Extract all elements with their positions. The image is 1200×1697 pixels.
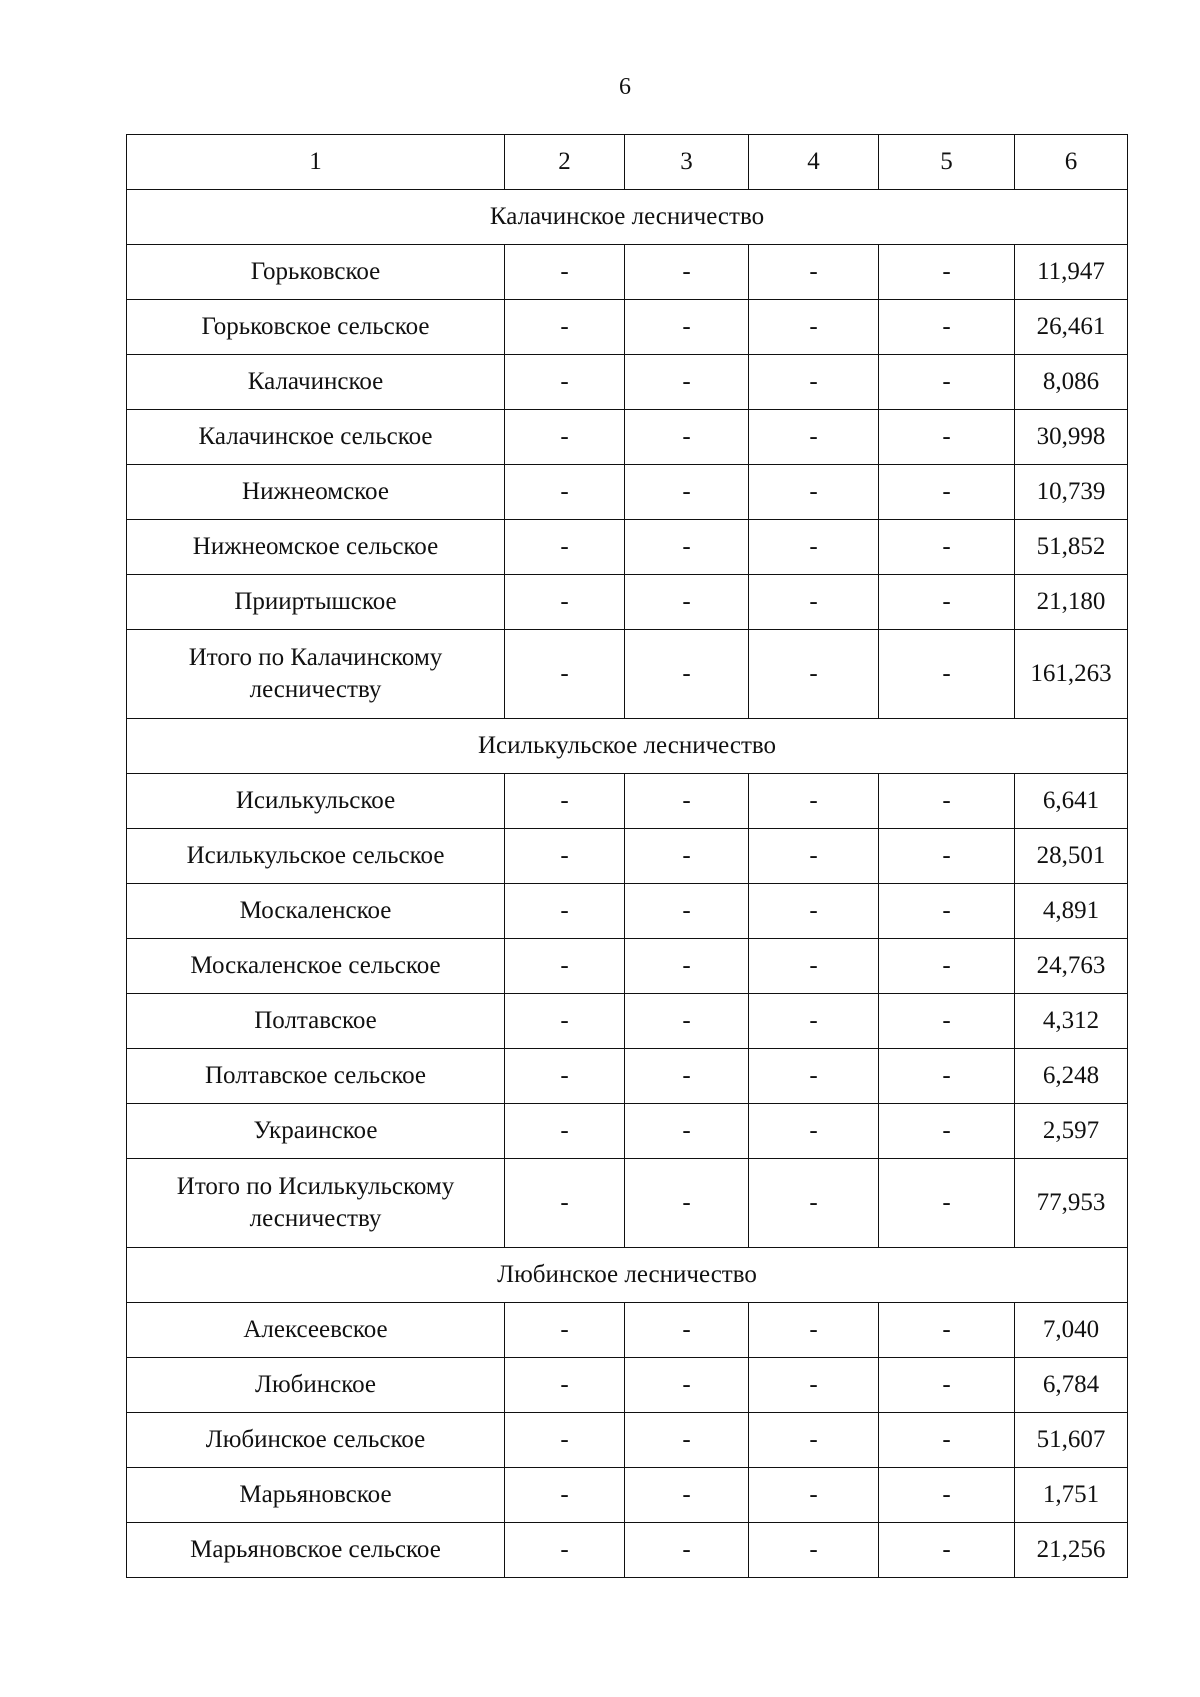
column-2-cell: -	[505, 829, 625, 884]
table-row	[127, 410, 1128, 465]
column-5-cell: -	[879, 520, 1015, 575]
column-5-cell: -	[879, 1104, 1015, 1159]
table-row	[127, 1413, 1128, 1468]
column-3-cell: -	[625, 1358, 749, 1413]
column-2-cell: -	[505, 994, 625, 1049]
table-row	[127, 575, 1128, 630]
total-row	[127, 630, 1128, 719]
column-4-cell: -	[749, 520, 879, 575]
column-5-cell: -	[879, 465, 1015, 520]
table-row	[127, 774, 1128, 829]
column-5-cell: -	[879, 300, 1015, 355]
column-6-cell: 11,947	[1015, 245, 1128, 300]
column-4-cell: -	[749, 829, 879, 884]
column-6-cell: 21,180	[1015, 575, 1128, 630]
column-6-cell: 1,751	[1015, 1468, 1128, 1523]
column-4-cell: -	[749, 1303, 879, 1358]
column-4-cell: -	[749, 355, 879, 410]
table-row	[127, 1049, 1128, 1104]
row-name-cell: Прииртышское	[127, 575, 505, 630]
column-header-3: 3	[625, 135, 749, 190]
row-name-cell: Марьяновское сельское	[127, 1523, 505, 1578]
column-5-cell: -	[879, 829, 1015, 884]
column-2-cell: -	[505, 410, 625, 465]
table-row	[127, 1358, 1128, 1413]
column-6-cell: 51,852	[1015, 520, 1128, 575]
column-2-cell: -	[505, 1413, 625, 1468]
column-6-cell: 4,312	[1015, 994, 1128, 1049]
column-3-cell: -	[625, 774, 749, 829]
column-2-cell: -	[505, 575, 625, 630]
row-name-cell: Итого по Калачинскому лесничеству	[127, 630, 505, 719]
table-row	[127, 884, 1128, 939]
column-3-cell: -	[625, 1104, 749, 1159]
column-2-cell: -	[505, 245, 625, 300]
column-5-cell: -	[879, 1159, 1015, 1248]
column-3-cell: -	[625, 520, 749, 575]
row-name-cell: Украинское	[127, 1104, 505, 1159]
row-name-cell: Марьяновское	[127, 1468, 505, 1523]
column-6-cell: 26,461	[1015, 300, 1128, 355]
column-2-cell: -	[505, 465, 625, 520]
column-5-cell: -	[879, 939, 1015, 994]
column-2-cell: -	[505, 1358, 625, 1413]
row-name-cell: Горьковское	[127, 245, 505, 300]
row-name-cell: Москаленское сельское	[127, 939, 505, 994]
column-5-cell: -	[879, 410, 1015, 465]
column-4-cell: -	[749, 1523, 879, 1578]
forestry-table	[126, 134, 1128, 1578]
column-3-cell: -	[625, 410, 749, 465]
column-2-cell: -	[505, 1159, 625, 1248]
row-name-cell: Исилькульское сельское	[127, 829, 505, 884]
column-5-cell: -	[879, 575, 1015, 630]
column-3-cell: -	[625, 300, 749, 355]
column-4-cell: -	[749, 300, 879, 355]
column-5-cell: -	[879, 1468, 1015, 1523]
column-3-cell: -	[625, 630, 749, 719]
column-5-cell: -	[879, 1049, 1015, 1104]
row-name-cell: Нижнеомское сельское	[127, 520, 505, 575]
column-5-cell: -	[879, 245, 1015, 300]
table-row	[127, 520, 1128, 575]
table-row	[127, 1523, 1128, 1578]
total-row	[127, 1159, 1128, 1248]
row-name-cell: Москаленское	[127, 884, 505, 939]
column-6-cell: 2,597	[1015, 1104, 1128, 1159]
column-6-cell: 4,891	[1015, 884, 1128, 939]
section-header-row	[127, 719, 1128, 774]
column-5-cell: -	[879, 630, 1015, 719]
column-3-cell: -	[625, 1303, 749, 1358]
column-4-cell: -	[749, 245, 879, 300]
row-name-cell: Любинское сельское	[127, 1413, 505, 1468]
column-6-cell: 77,953	[1015, 1159, 1128, 1248]
column-5-cell: -	[879, 774, 1015, 829]
column-3-cell: -	[625, 1049, 749, 1104]
table-row	[127, 994, 1128, 1049]
column-4-cell: -	[749, 884, 879, 939]
column-3-cell: -	[625, 355, 749, 410]
column-5-cell: -	[879, 1413, 1015, 1468]
column-3-cell: -	[625, 1523, 749, 1578]
section-header-row	[127, 1248, 1128, 1303]
table-row	[127, 300, 1128, 355]
page-number: 6	[619, 74, 631, 100]
column-2-cell: -	[505, 1049, 625, 1104]
column-4-cell: -	[749, 1468, 879, 1523]
column-5-cell: -	[879, 994, 1015, 1049]
section-title: Калачинское лесничество	[127, 190, 1128, 245]
column-4-cell: -	[749, 1049, 879, 1104]
column-3-cell: -	[625, 1159, 749, 1248]
column-3-cell: -	[625, 245, 749, 300]
column-2-cell: -	[505, 1468, 625, 1523]
table-row	[127, 1303, 1128, 1358]
column-6-cell: 10,739	[1015, 465, 1128, 520]
table-row	[127, 1468, 1128, 1523]
column-2-cell: -	[505, 630, 625, 719]
table-row	[127, 355, 1128, 410]
section-header-row	[127, 190, 1128, 245]
row-name-cell: Полтавское	[127, 994, 505, 1049]
column-4-cell: -	[749, 410, 879, 465]
column-4-cell: -	[749, 1104, 879, 1159]
table-header-row	[127, 135, 1128, 190]
table-row	[127, 1104, 1128, 1159]
column-6-cell: 6,641	[1015, 774, 1128, 829]
row-name-cell: Нижнеомское	[127, 465, 505, 520]
column-4-cell: -	[749, 774, 879, 829]
row-name-cell: Алексеевское	[127, 1303, 505, 1358]
column-4-cell: -	[749, 1358, 879, 1413]
column-6-cell: 24,763	[1015, 939, 1128, 994]
column-5-cell: -	[879, 1523, 1015, 1578]
column-2-cell: -	[505, 774, 625, 829]
column-4-cell: -	[749, 630, 879, 719]
table-row	[127, 245, 1128, 300]
column-2-cell: -	[505, 300, 625, 355]
column-6-cell: 6,784	[1015, 1358, 1128, 1413]
column-header-6: 6	[1015, 135, 1128, 190]
table-row	[127, 939, 1128, 994]
column-header-5: 5	[879, 135, 1015, 190]
column-2-cell: -	[505, 939, 625, 994]
row-name-cell: Итого по Исилькульскому лесничеству	[127, 1159, 505, 1248]
row-name-cell: Полтавское сельское	[127, 1049, 505, 1104]
row-name-cell: Калачинское сельское	[127, 410, 505, 465]
column-4-cell: -	[749, 465, 879, 520]
column-6-cell: 21,256	[1015, 1523, 1128, 1578]
column-header-1: 1	[127, 135, 505, 190]
column-4-cell: -	[749, 1413, 879, 1468]
section-title: Исилькульское лесничество	[127, 719, 1128, 774]
column-3-cell: -	[625, 939, 749, 994]
column-2-cell: -	[505, 355, 625, 410]
column-6-cell: 51,607	[1015, 1413, 1128, 1468]
column-2-cell: -	[505, 520, 625, 575]
column-4-cell: -	[749, 1159, 879, 1248]
section-title: Любинское лесничество	[127, 1248, 1128, 1303]
column-header-4: 4	[749, 135, 879, 190]
table-row	[127, 829, 1128, 884]
column-2-cell: -	[505, 1303, 625, 1358]
row-name-cell: Исилькульское	[127, 774, 505, 829]
column-5-cell: -	[879, 1358, 1015, 1413]
column-3-cell: -	[625, 465, 749, 520]
table-row	[127, 465, 1128, 520]
column-5-cell: -	[879, 884, 1015, 939]
column-4-cell: -	[749, 994, 879, 1049]
column-4-cell: -	[749, 939, 879, 994]
column-header-2: 2	[505, 135, 625, 190]
row-name-cell: Горьковское сельское	[127, 300, 505, 355]
row-name-cell: Калачинское	[127, 355, 505, 410]
column-6-cell: 6,248	[1015, 1049, 1128, 1104]
column-4-cell: -	[749, 575, 879, 630]
column-6-cell: 8,086	[1015, 355, 1128, 410]
column-6-cell: 161,263	[1015, 630, 1128, 719]
column-3-cell: -	[625, 884, 749, 939]
column-6-cell: 7,040	[1015, 1303, 1128, 1358]
column-2-cell: -	[505, 884, 625, 939]
column-5-cell: -	[879, 355, 1015, 410]
column-3-cell: -	[625, 1468, 749, 1523]
column-6-cell: 30,998	[1015, 410, 1128, 465]
column-6-cell: 28,501	[1015, 829, 1128, 884]
row-name-cell: Любинское	[127, 1358, 505, 1413]
column-3-cell: -	[625, 575, 749, 630]
column-2-cell: -	[505, 1104, 625, 1159]
column-2-cell: -	[505, 1523, 625, 1578]
table-body	[127, 190, 1128, 1578]
column-5-cell: -	[879, 1303, 1015, 1358]
column-3-cell: -	[625, 829, 749, 884]
column-3-cell: -	[625, 1413, 749, 1468]
column-3-cell: -	[625, 994, 749, 1049]
